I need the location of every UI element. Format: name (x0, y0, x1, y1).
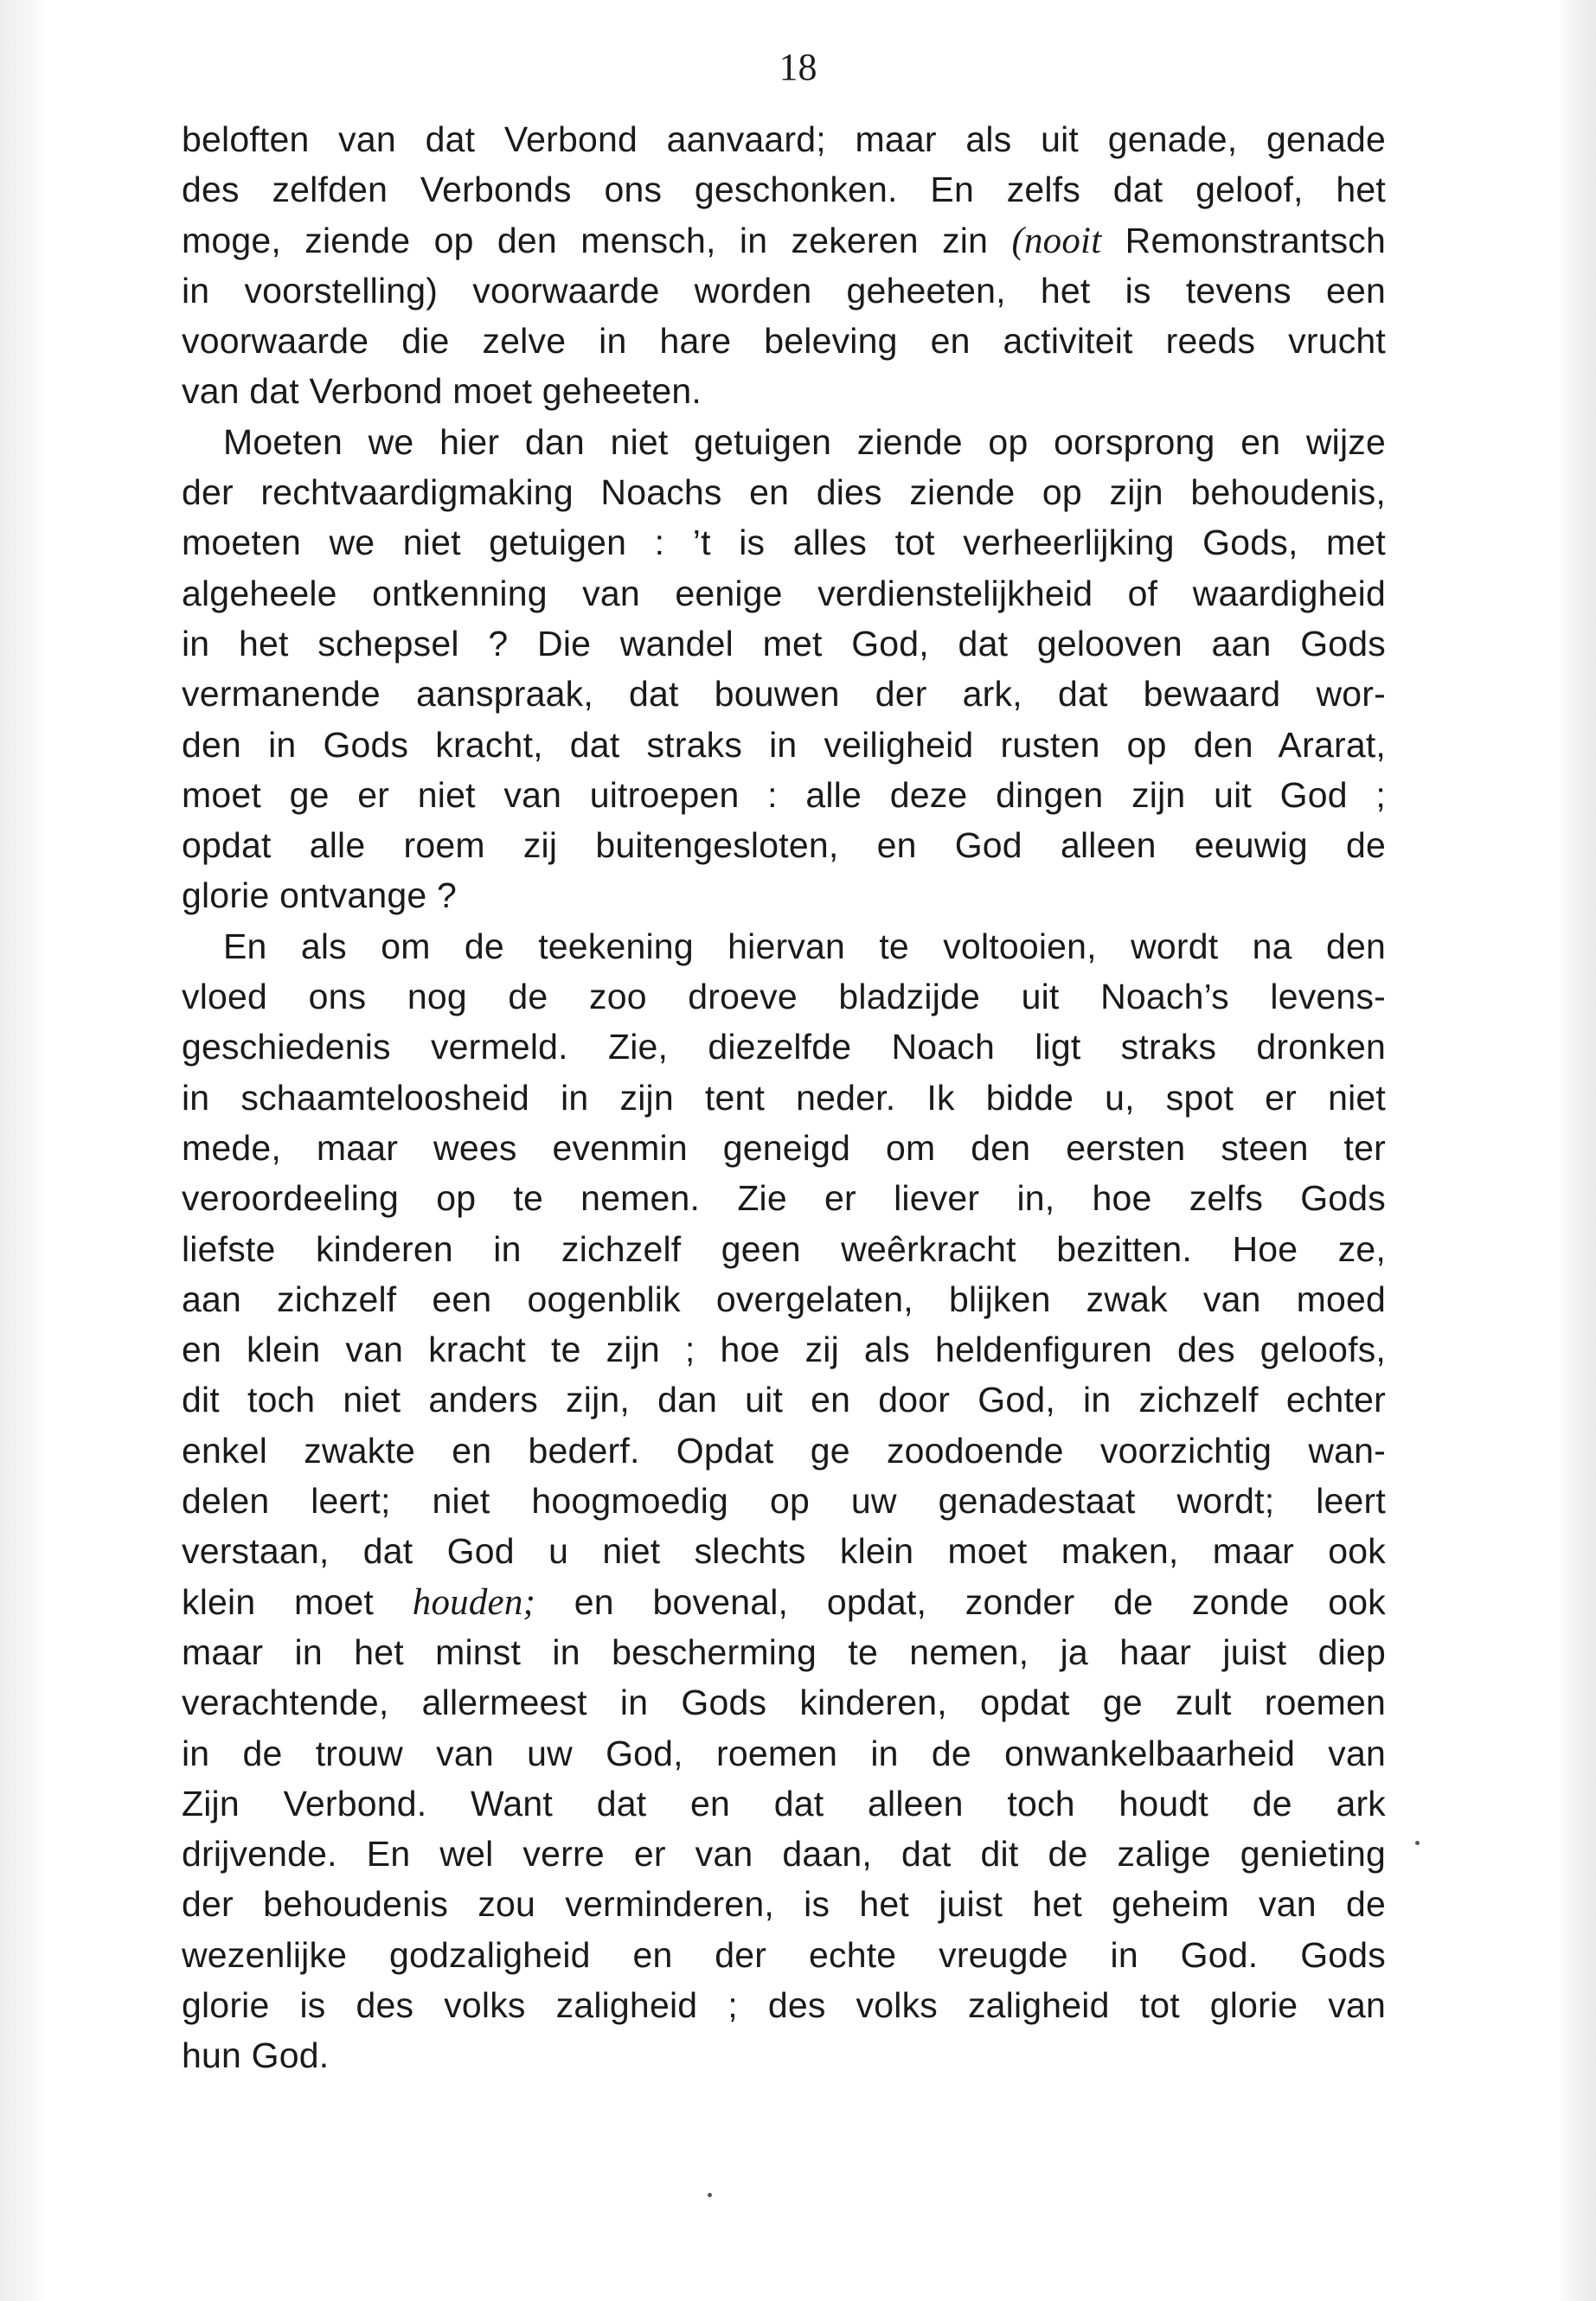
text-line: opdat alle roem zij buitengesloten, en God alleen eeuwig de (182, 825, 1386, 866)
text-line (182, 1577, 1386, 1627)
text-line: dit toch niet anders zijn, dan uit en door God, in zichzelf echter (182, 1380, 1386, 1420)
text-line: hun God. (182, 2035, 330, 2076)
text-line: algeheele ontkenning van eenige verdienstelijkheid of waardigheid (182, 573, 1386, 613)
text-line: des zelfden Verbonds ons geschonken. En zelfs dat geloof, het (182, 170, 1386, 210)
text-line: Zijn Verbond. Want dat en dat alleen toch houdt de ark (182, 1783, 1386, 1823)
text-line: in schaamteloosheid in zijn tent neder. Ik bidde u, spot er niet (182, 1077, 1386, 1118)
text-line: der rechtvaardigmaking Noachs en dies ziende op zijn behoudenis, (182, 472, 1386, 513)
body-text (182, 114, 1386, 2081)
text-line: van dat Verbond moet geheeten. (182, 371, 702, 412)
text-run: klein moet (182, 1581, 413, 1622)
text-line: der behoudenis zou verminderen, is het juist het geheim van de (182, 1884, 1386, 1925)
text-line: veroordeeling op te nemen. Zie er liever in, hoe zelfs Gods (182, 1178, 1386, 1219)
scan-speck (708, 2193, 712, 2197)
text-line: glorie ontvange ? (182, 875, 457, 916)
page-edge-right (1556, 0, 1596, 2301)
paragraph (182, 114, 1386, 417)
page-edge-left (0, 0, 45, 2301)
text-line: verachtende, allermeest in Gods kinderen, opdat ge zult roemen (182, 1682, 1386, 1723)
text-line: voorwaarde die zelve in hare beleving en activiteit reeds vrucht (182, 321, 1386, 362)
text-line: beloften van dat Verbond aanvaard; maar als uit genade, genade (182, 119, 1386, 159)
text-line: in voorstelling) voorwaarde worden geheeten, het is tevens een (182, 270, 1386, 311)
text-line: moet ge er niet van uitroepen : alle deze dingen zijn uit God ; (182, 774, 1386, 815)
text-line: moeten we niet getuigen : ’t is alles tot verheerlijking Gods, met (182, 522, 1386, 563)
text-line: geschiedenis vermeld. Zie, diezelfde Noach ligt straks dronken (182, 1027, 1386, 1067)
text-line: verstaan, dat God u niet slechts klein moet maken, maar ook (182, 1531, 1386, 1572)
italic-run: houden; (412, 1581, 536, 1623)
text-line: in de trouw van uw God, roemen in de onwankelbaarheid van (182, 1733, 1386, 1773)
text-line (182, 215, 1386, 266)
text-run: en bovenal, opdat, zonder de zonde ook (535, 1581, 1386, 1622)
page-number: 18 (779, 46, 817, 88)
text-line: drijvende. En wel verre er van daan, dat dit de zalige genieting (182, 1834, 1386, 1875)
text-line: En als om de teekening hiervan te voltooien, wordt na den (223, 926, 1386, 966)
text-line: enkel zwakte en bederf. Opdat ge zoodoende voorzichtig wan- (182, 1430, 1386, 1471)
text-line: mede, maar wees evenmin geneigd om den eersten steen ter (182, 1127, 1386, 1168)
text-run: moge, ziende op den mensch, in zekeren zin (182, 220, 1012, 260)
italic-run: (nooit (1011, 220, 1102, 261)
text-line: glorie is des volks zaligheid ; des volks zaligheid tot glorie van (182, 1984, 1386, 2025)
text-line: in het schepsel ? Die wandel met God, dat gelooven aan Gods (182, 623, 1386, 663)
text-line: liefste kinderen in zichzelf geen weêrkracht bezitten. Hoe ze, (182, 1228, 1386, 1269)
text-line: en klein van kracht te zijn ; hoe zij als heldenfiguren des geloofs, (182, 1330, 1386, 1370)
text-line: Moeten we hier dan niet getuigen ziende op oorsprong en wijze (223, 421, 1386, 462)
text-line: vloed ons nog de zoo droeve bladzijde uit Noach’s levens- (182, 977, 1386, 1017)
scan-speck (1415, 1841, 1420, 1845)
text-line: aan zichzelf een oogenblik overgelaten, blijken zwak van moed (182, 1279, 1386, 1319)
text-line: maar in het minst in bescherming te nemen, ja haar juist diep (182, 1631, 1386, 1672)
paragraph (182, 417, 1386, 921)
text-run: Remonstrantsch (1101, 220, 1386, 260)
text-line: delen leert; niet hoogmoedig op uw genadestaat wordt; leert (182, 1481, 1386, 1522)
paragraph (182, 921, 1386, 2081)
text-line: vermanende aanspraak, dat bouwen der ark, dat bewaard wor- (182, 674, 1386, 715)
text-line: wezenlijke godzaligheid en der echte vreugde in God. Gods (182, 1934, 1386, 1975)
text-line: den in Gods kracht, dat straks in veiligheid rusten op den Ararat, (182, 724, 1386, 765)
